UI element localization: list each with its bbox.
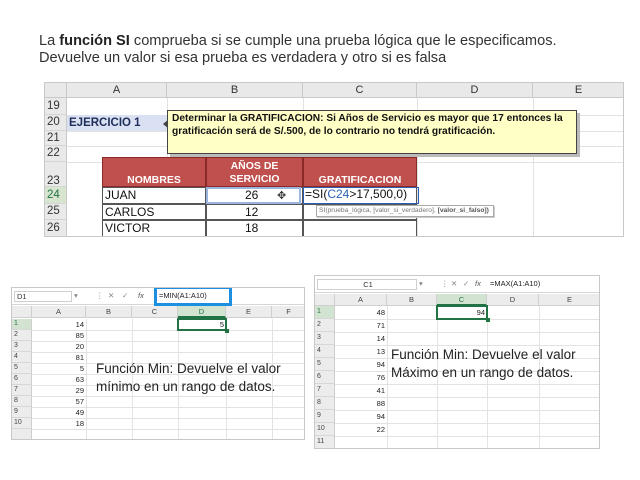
row-header-empty: [12, 429, 32, 440]
exercise-label[interactable]: EJERCICIO 1: [67, 115, 213, 131]
min-spreadsheet: [11, 287, 305, 440]
col-header-d[interactable]: D: [487, 294, 539, 306]
col-header-c[interactable]: C: [132, 306, 178, 318]
col-header-e[interactable]: E: [226, 306, 272, 318]
more-options-icon[interactable]: ⋮: [441, 279, 449, 288]
enter-icon[interactable]: ✓: [463, 279, 470, 288]
row-header-23[interactable]: 23: [45, 162, 67, 187]
col-header-a[interactable]: A: [67, 83, 167, 98]
row-header-2[interactable]: 2: [315, 319, 335, 332]
row-header-10[interactable]: 10: [315, 423, 335, 436]
min-result: 5: [219, 320, 224, 329]
max-caption: Función Min: Devuelve el valor Máximo en un rango de datos.: [391, 347, 576, 380]
formula-input[interactable]: =MIN(A1:A10): [159, 291, 207, 300]
intro-text: [39, 33, 629, 67]
funcion-si-keyword: función SI: [59, 33, 130, 49]
row-header-3[interactable]: 3: [12, 341, 32, 352]
comment-note: Determinar la GRATIFICACION: Si Años de Servicio es mayor que 17 entonces la gratificación será de S/.500, de lo contrario no tendrá gratificación.: [167, 110, 577, 154]
referenced-cell-highlight: [206, 187, 301, 204]
header-anios-servicio[interactable]: AÑOS DE SERVICIO: [206, 157, 303, 187]
row-header-7[interactable]: 7: [315, 384, 335, 397]
years-juan: 26: [245, 188, 259, 202]
cell-a6[interactable]: 76: [376, 373, 385, 382]
min-caption: Función Min: Devuelve el valor mínimo en un rango de datos.: [96, 361, 281, 394]
name-box[interactable]: C1: [317, 279, 417, 290]
function-tooltip: SI(prueba_lógica, [valor_si_verdadero], [valor_si_falso]): [316, 205, 494, 217]
row-header-8[interactable]: 8: [12, 396, 32, 407]
cell-a1[interactable]: 14: [75, 320, 84, 329]
cell-a3[interactable]: 20: [75, 342, 84, 351]
cell-a4[interactable]: 13: [376, 347, 385, 356]
cell-a6[interactable]: 63: [75, 375, 84, 384]
row-header-9[interactable]: 9: [12, 407, 32, 418]
formula-bar: [315, 276, 599, 293]
si-formula-cell[interactable]: =SI(C24>17,500,0): [305, 187, 408, 201]
intro-line-1: La función SI comprueba si se cumple una prueba lógica que le especificamos.: [39, 33, 557, 49]
gridline: [335, 423, 600, 424]
cell-a10[interactable]: 18: [75, 419, 84, 428]
col-header-e[interactable]: E: [533, 83, 624, 98]
max-spreadsheet: [314, 275, 600, 449]
cell-a5[interactable]: 5: [79, 364, 84, 373]
name-victor: VICTOR: [105, 221, 151, 235]
row-header-25[interactable]: 25: [45, 204, 67, 220]
fx-icon[interactable]: fx: [138, 291, 144, 300]
gridline: [335, 397, 600, 398]
col-header-b[interactable]: B: [387, 294, 437, 306]
cursor-cross-icon: ✥: [277, 190, 287, 202]
row-header-22[interactable]: 22: [45, 146, 67, 162]
row-header-4[interactable]: 4: [12, 352, 32, 363]
row-header-3[interactable]: 3: [315, 332, 335, 345]
col-header-b[interactable]: B: [167, 83, 303, 98]
cell-a2[interactable]: 71: [376, 321, 385, 330]
intro-line-2: Devuelve un valor si esa prueba es verdadera y otro si es falsa: [39, 50, 447, 66]
row-header-9[interactable]: 9: [315, 410, 335, 423]
name-juan: JUAN: [105, 188, 137, 202]
row-header-19[interactable]: 19: [45, 98, 67, 115]
formula-input[interactable]: =MAX(A1:A10): [490, 279, 541, 288]
gridline: [387, 306, 388, 449]
corner-cell[interactable]: [315, 294, 335, 306]
formula-highlight: [154, 287, 232, 306]
cell-a5[interactable]: 94: [376, 360, 385, 369]
row-header-8[interactable]: 8: [315, 397, 335, 410]
row-header-10[interactable]: 10: [12, 418, 32, 429]
gridline: [335, 332, 600, 333]
row-header-21[interactable]: 21: [45, 131, 67, 146]
gridline: [86, 319, 87, 440]
row-header-4[interactable]: 4: [315, 345, 335, 358]
cell-a8[interactable]: 57: [75, 397, 84, 406]
row-header-20[interactable]: 20: [45, 115, 67, 131]
gridline: [335, 384, 600, 385]
header-gratificacion[interactable]: GRATIFICACION: [303, 157, 417, 187]
fx-icon[interactable]: fx: [475, 279, 481, 288]
enter-icon[interactable]: ✓: [122, 291, 129, 300]
cell-a1[interactable]: 48: [376, 308, 385, 317]
si-spreadsheet: [44, 82, 624, 237]
cell-a9[interactable]: 94: [376, 412, 385, 421]
gridline: [32, 429, 305, 430]
table-cell[interactable]: [303, 220, 417, 237]
row-header-2[interactable]: 2: [12, 330, 32, 341]
row-header-24[interactable]: 24: [45, 187, 67, 204]
row-header-1[interactable]: 1: [12, 319, 32, 330]
more-options-icon[interactable]: ⋮: [96, 291, 104, 300]
row-header-5[interactable]: 5: [315, 358, 335, 371]
cell-a9[interactable]: 49: [75, 408, 84, 417]
name-box[interactable]: D1: [14, 291, 72, 302]
col-header-c[interactable]: C: [303, 83, 417, 98]
namebox-dropdown-icon[interactable]: ▾: [419, 279, 423, 288]
gridline: [335, 436, 600, 437]
row-header-11[interactable]: 11: [315, 436, 335, 449]
row-header-7[interactable]: 7: [12, 385, 32, 396]
cell-a10[interactable]: 22: [376, 425, 385, 434]
max-result: 94: [476, 308, 485, 317]
col-header-a[interactable]: A: [335, 294, 387, 306]
cell-a7[interactable]: 29: [75, 386, 84, 395]
col-header-d[interactable]: D: [417, 83, 533, 98]
cell-a8[interactable]: 88: [376, 399, 385, 408]
cell-a2[interactable]: 85: [75, 331, 84, 340]
gridline: [335, 410, 600, 411]
cell-a4[interactable]: 81: [75, 353, 84, 362]
years-victor: 18: [245, 221, 259, 235]
col-header-d[interactable]: D: [178, 306, 226, 318]
col-header-c[interactable]: C: [437, 294, 487, 306]
col-header-b[interactable]: B: [86, 306, 132, 318]
corner-cell[interactable]: [45, 83, 67, 98]
col-header-a[interactable]: A: [32, 306, 86, 318]
col-header-f[interactable]: F: [272, 306, 305, 318]
namebox-dropdown-icon[interactable]: ▾: [74, 291, 78, 300]
row-header-6[interactable]: 6: [315, 371, 335, 384]
corner-cell[interactable]: [12, 306, 32, 318]
row-header-6[interactable]: 6: [12, 374, 32, 385]
col-header-e[interactable]: E: [539, 294, 600, 306]
name-carlos: CARLOS: [105, 205, 155, 219]
cancel-icon[interactable]: ✕: [108, 291, 115, 300]
row-header-5[interactable]: 5: [12, 363, 32, 374]
cell-a3[interactable]: 14: [376, 334, 385, 343]
cell-a7[interactable]: 41: [376, 386, 385, 395]
years-carlos: 12: [245, 205, 259, 219]
row-header-26[interactable]: 26: [45, 220, 67, 237]
cancel-icon[interactable]: ✕: [451, 279, 458, 288]
header-nombres[interactable]: NOMBRES: [102, 157, 206, 187]
row-header-1[interactable]: 1: [315, 306, 335, 319]
